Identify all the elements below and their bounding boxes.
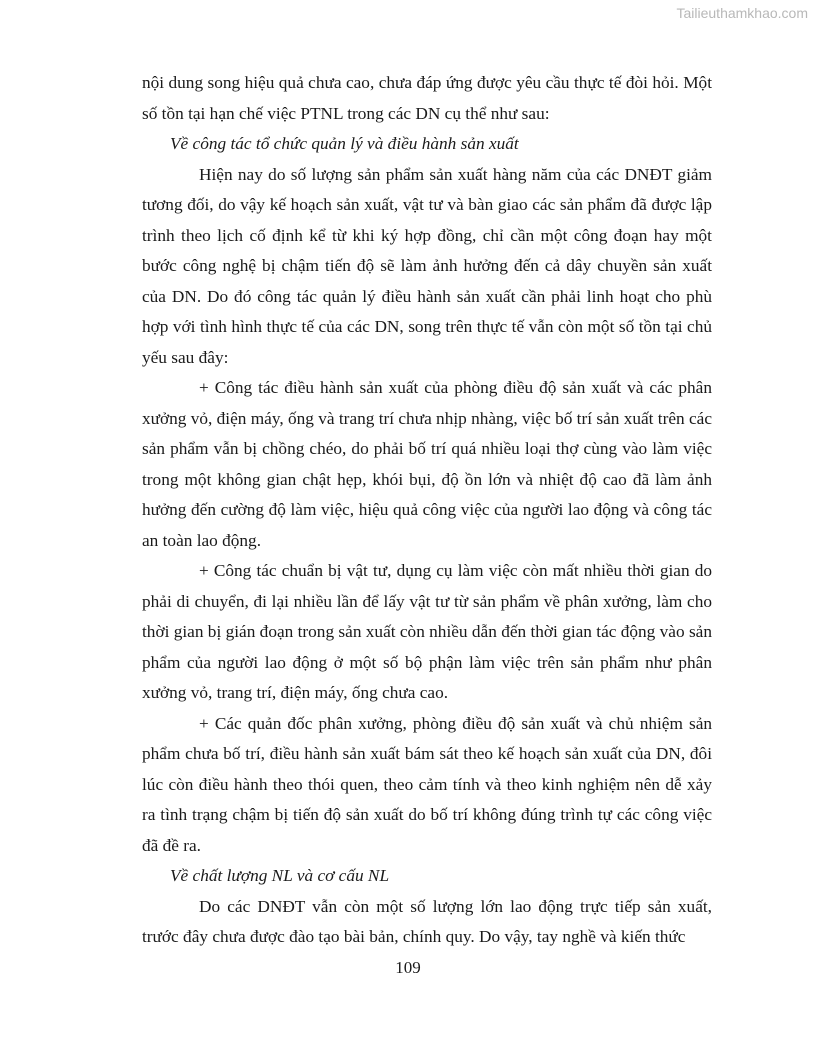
section-heading-management: Về công tác tổ chức quản lý và điều hành sản xuất: [170, 134, 519, 153]
section-heading-quality: Về chất lượng NL và cơ cấu NL: [170, 866, 390, 885]
paragraph-continuation: nội dung song hiệu quả chưa cao, chưa đáp ứng được yêu cầu thực tế đòi hỏi. Một số tồn tại hạn chế việc PTNL trong các DN cụ thể như sau:: [142, 73, 712, 123]
bullet-paragraph-materials: + Công tác chuẩn bị vật tư, dụng cụ làm việc còn mất nhiều thời gian do phải di chuyển, đi lại nhiều lần để lấy vật tư từ sản phẩm về phân xưởng, làm cho thời gian bị gián đoạn trong sản xuất còn nhiều dẫn đến thời gian tác động vào sản phẩm của người lao động ở một số bộ phận làm việc trên sản phẩm như phân xưởng vỏ, trang trí, điện máy, ống chưa cao.: [142, 561, 712, 702]
bullet-paragraph-operations: + Công tác điều hành sản xuất của phòng điều độ sản xuất và các phân xưởng vỏ, điện máy, ống và trang trí chưa nhịp nhàng, việc bố trí sản xuất trên các sản phẩm vẫn bị chồng chéo, do phải bố trí quá nhiều loại thợ cùng vào làm việc trong một không gian chật hẹp, khói bụi, độ ồn lớn và nhiệt độ cao đã làm ảnh hưởng đến cường độ làm việc, hiệu quả công việc của người lao động và công tác an toàn lao động.: [142, 378, 712, 550]
paragraph-production-intro: Hiện nay do số lượng sản phẩm sản xuất hàng năm của các DNĐT giảm tương đối, do vậy kế hoạch sản xuất, vật tư và bàn giao các sản phẩm đã được lập trình theo lịch cố định kể từ khi ký hợp đồng, chỉ cần một công đoạn hay một bước công nghệ bị chậm tiến độ sẽ làm ảnh hưởng đến cả dây chuyền sản xuất của DN. Do đó công tác quản lý điều hành sản xuất cần phải linh hoạt cho phù hợp với tình hình thực tế của các DN, song trên thực tế vẫn còn một số tồn tại chủ yếu sau đây:: [142, 164, 712, 367]
bullet-paragraph-supervisors: + Các quản đốc phân xưởng, phòng điều độ sản xuất và chủ nhiệm sản phẩm chưa bố trí, điều hành sản xuất bám sát theo kế hoạch sản xuất của DN, đôi lúc còn điều hành theo thói quen, theo cảm tính và theo kinh nghiệm nên dễ xảy ra tình trạng chậm bị tiến độ sản xuất do bố trí không đúng trình tự các công việc đã đề ra.: [142, 713, 712, 855]
paragraph-quality-intro: Do các DNĐT vẫn còn một số lượng lớn lao động trực tiếp sản xuất, trước đây chưa được đào tạo bài bản, chính quy. Do vậy, tay nghề và kiến thức: [142, 896, 712, 946]
watermark: Tailieuthamkhao.com: [676, 5, 808, 21]
page-number: 109: [395, 958, 421, 977]
page-body: [142, 68, 712, 953]
